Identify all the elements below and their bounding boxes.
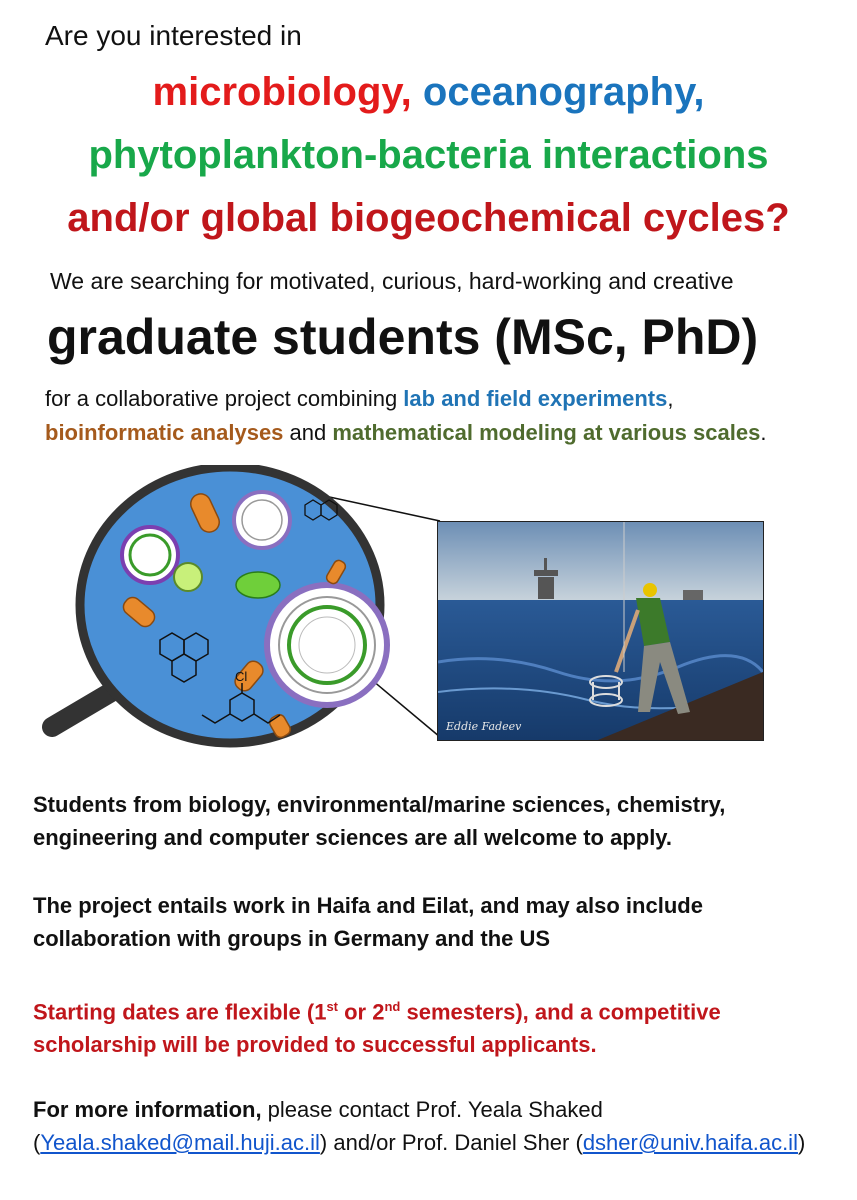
- diatom-icon: [174, 563, 202, 591]
- phytoplankton-icon: [236, 572, 280, 598]
- chlorine-label: Cl: [235, 669, 248, 684]
- sky: [438, 522, 763, 602]
- topics-line-1: [0, 70, 857, 115]
- dates-sup-1: st: [326, 999, 338, 1014]
- contact-text-2: ) and/or Prof. Daniel Sher (: [319, 1130, 583, 1155]
- collab-model: mathematical modeling at various scales: [332, 420, 761, 445]
- headline: graduate students (MSc, PhD): [47, 309, 759, 365]
- field-photo: [437, 521, 764, 741]
- search-line: We are searching for motivated, curious, hard-working and creative: [50, 268, 734, 294]
- magnifier-illustration: [30, 465, 450, 765]
- collab-lab: lab and field experiments: [403, 386, 668, 411]
- ship-icon: [683, 590, 703, 600]
- genome-map-left-icon: [122, 527, 178, 583]
- intro-line: Are you interested in: [45, 20, 302, 51]
- collab-and: and: [283, 420, 333, 445]
- email-link-sher[interactable]: dsher@univ.haifa.ac.il: [582, 1130, 798, 1155]
- photo-signature: Eddie Fadeev: [446, 720, 522, 733]
- topic-microbiology: microbiology,: [152, 70, 412, 114]
- collab-bioinf: bioinformatic analyses: [45, 420, 284, 445]
- collab-end: .: [760, 420, 767, 445]
- dates-text-a: Starting dates are flexible (1: [33, 999, 327, 1025]
- email-link-shaked[interactable]: Yeala.shaked@mail.huji.ac.il: [40, 1130, 320, 1155]
- genome-map-icon: [267, 585, 387, 705]
- dates-text-b: or 2: [338, 999, 385, 1025]
- collab-prefix: for a collaborative project combining: [45, 386, 404, 411]
- genome-map-small-icon: [234, 492, 290, 548]
- topic-cycles: and/or global biogeochemical cycles?: [67, 196, 790, 240]
- contact-text-3: ): [797, 1130, 806, 1155]
- ocean-scene: [438, 522, 763, 740]
- students-paragraph: Students from biology, environmental/marine sciences, chemistry, engineering and computer sciences are all welcome to apply.: [33, 792, 726, 850]
- contact-paragraph: [33, 1093, 833, 1159]
- dates-sup-2: nd: [384, 999, 401, 1014]
- project-paragraph: The project entails work in Haifa and Eilat, and may also include collaboration with groups in Germany and the US: [33, 893, 703, 951]
- dates-text-c: semesters), and a competitive scholarship will be provided to successful applicants.: [33, 999, 721, 1058]
- dates-paragraph: [33, 990, 833, 1061]
- collab-comma: ,: [667, 386, 674, 411]
- collab-paragraph: [45, 382, 835, 450]
- contact-lead: For more information,: [33, 1097, 262, 1122]
- contact-text-1: please contact Prof. Yeala Shaked (: [33, 1097, 603, 1155]
- topic-oceanography: oceanography,: [422, 70, 705, 114]
- topic-interactions: phytoplankton-bacteria interactions: [88, 133, 769, 177]
